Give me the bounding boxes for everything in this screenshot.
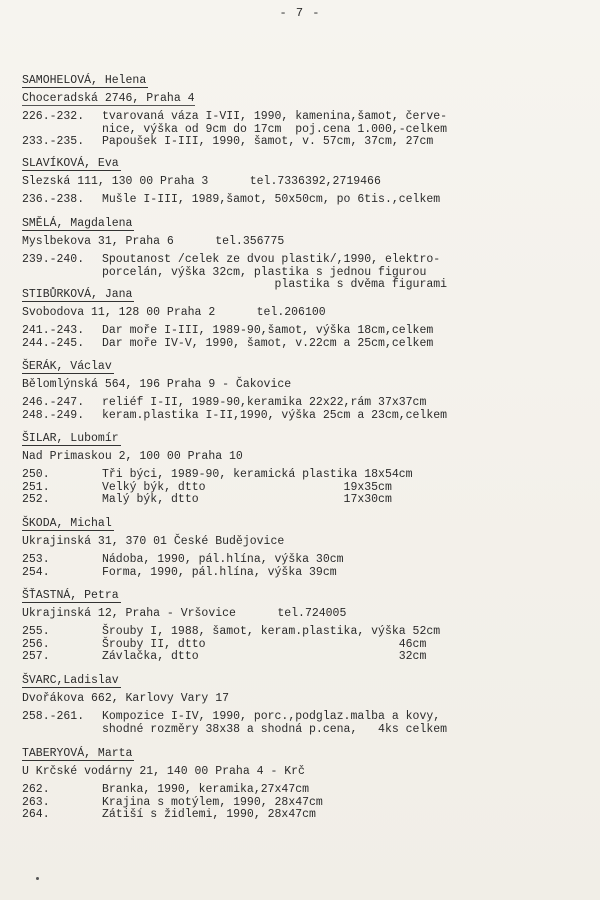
item-description: Dar moře I-III, 1989-90,šamot, výška 18cm,celkem (102, 324, 434, 337)
artwork-item (22, 111, 582, 136)
artist-name: SLAVÍKOVÁ, Eva (22, 157, 119, 170)
artist-address: Dvořákova 662, Karlovy Vary 17 (22, 692, 230, 705)
item-description: Šrouby II, dtto 46cm (102, 637, 427, 651)
artist-name: TABERYOVÁ, Marta (22, 747, 133, 760)
artwork-item (22, 626, 582, 639)
artist-address: Slezská 111, 130 00 Praha 3 tel.7336392,2719466 (22, 175, 381, 188)
artwork-item (22, 136, 582, 149)
artist-address: Bělomlýnská 564, 196 Praha 9 - Čakovice (22, 378, 292, 391)
artist-name: ŠVARC,Ladislav (22, 674, 119, 687)
item-number: 263. (22, 795, 50, 809)
artist-name: ŠERÁK, Václav (22, 360, 112, 373)
item-number: 255. (22, 625, 50, 638)
artist-name: ŠKODA, Michal (22, 517, 112, 530)
artist-entry (22, 670, 582, 736)
page-number: - 7 - (279, 6, 321, 20)
artwork-item (22, 469, 582, 482)
artist-address: Nad Primaskou 2, 100 00 Praha 10 (22, 450, 243, 463)
item-number: 254. (22, 565, 50, 579)
artwork-item (22, 711, 582, 736)
artist-entry (22, 284, 582, 350)
artist-entry (22, 356, 582, 422)
item-description: Šrouby I, 1988, šamot, keram.plastika, výška 52cm (102, 625, 441, 638)
artist-address: U Krčské vodárny 21, 140 00 Praha 4 - Krč (22, 765, 305, 778)
item-description: keram.plastika I-II,1990, výška 25cm a 23cm,celkem (102, 408, 448, 422)
artwork-item (22, 325, 582, 338)
item-number: 252. (22, 493, 50, 506)
item-description: Krajina s motýlem, 1990, 28x47cm (102, 795, 323, 809)
item-number: 244.-245. (22, 336, 85, 350)
artist-name: ŠŤASTNÁ, Petra (22, 589, 119, 602)
item-number: 246.-247. (22, 396, 85, 409)
artist-address: Ukrajinská 12, Praha - Vršovice tel.724005 (22, 607, 347, 620)
artist-entry (22, 70, 582, 149)
item-description: Zátiší s židlemi, 1990, 28x47cm (102, 808, 316, 821)
item-description: Branka, 1990, keramika,27x47cm (102, 783, 310, 796)
item-description: Nádoba, 1990, pál.hlína, výška 30cm (102, 553, 344, 566)
artwork-item (22, 397, 582, 410)
artist-name: SAMOHELOVÁ, Helena (22, 74, 147, 87)
artist-address: Svobodova 11, 128 00 Praha 2 tel.206100 (22, 306, 326, 319)
item-number: 256. (22, 637, 50, 651)
artwork-item (22, 194, 582, 207)
artist-entry (22, 213, 582, 292)
artwork-item (22, 567, 582, 580)
artwork-item (22, 338, 582, 351)
artist-entry (22, 585, 582, 664)
item-number: 236.-238. (22, 193, 85, 206)
artist-name: SMĚLÁ, Magdalena (22, 217, 133, 230)
artist-entry (22, 428, 582, 507)
item-number: 262. (22, 783, 50, 796)
artist-address: Choceradská 2746, Praha 4 (22, 92, 195, 105)
item-description: Tři býci, 1989-90, keramická plastika 18x54cm (102, 468, 413, 481)
item-description: Velký býk, dtto 19x35cm (102, 480, 392, 494)
item-description: Mušle I-III, 1989,šamot, 50x50cm, po 6tis.,celkem (102, 193, 441, 206)
item-number: 248.-249. (22, 408, 85, 422)
artist-entry (22, 153, 582, 207)
artist-entry (22, 743, 582, 822)
artwork-item (22, 554, 582, 567)
artwork-item (22, 651, 582, 664)
artist-address: Myslbekova 31, Praha 6 tel.356775 (22, 235, 285, 248)
item-description: Forma, 1990, pál.hlína, výška 39cm (102, 565, 337, 579)
artwork-item (22, 410, 582, 423)
item-description: Malý býk, dtto 17x30cm (102, 493, 392, 506)
artist-entry (22, 513, 582, 579)
item-number: 251. (22, 480, 50, 494)
item-description: Dar moře IV-V, 1990, šamot, v.22cm a 25cm,celkem (102, 336, 434, 350)
item-number: 257. (22, 650, 50, 663)
artwork-item (22, 494, 582, 507)
item-description: reliéf I-II, 1989-90,keramika 22x22,rám 37x37cm (102, 396, 427, 409)
artist-address: Ukrajinská 31, 370 01 České Budějovice (22, 535, 285, 548)
item-description: Papoušek I-III, 1990, šamot, v. 57cm, 37cm, 27cm (102, 135, 434, 148)
item-number: 239.-240. (22, 253, 85, 266)
item-description: Kompozice I-IV, 1990, porc.,podglaz.malba a kovy, shodné rozměry 38x38 a shodná p.cena, 4ks celkem (102, 710, 448, 736)
item-number: 233.-235. (22, 135, 85, 148)
item-number: 264. (22, 808, 50, 821)
artist-name: ŠILAR, Lubomír (22, 432, 119, 445)
item-description: Spoutanost /celek ze dvou plastik/,1990, elektro- porcelán, výška 32cm, plastika s jednou figurou plastika s dvěma figurami (102, 253, 448, 291)
item-number: 226.-232. (22, 110, 85, 123)
item-number: 250. (22, 468, 50, 481)
artwork-item (22, 809, 582, 822)
item-description: tvarovaná váza I-VII, 1990, kamenina,šamot, červe- nice, výška od 9cm do 17cm poj.cena 1.000,-celkem (102, 110, 448, 136)
artwork-item (22, 784, 582, 797)
stray-mark (36, 877, 39, 880)
item-number: 253. (22, 553, 50, 566)
artist-name: STIBŮRKOVÁ, Jana (22, 288, 133, 301)
item-number: 258.-261. (22, 710, 85, 723)
item-description: Závlačka, dtto 32cm (102, 650, 427, 663)
item-number: 241.-243. (22, 324, 85, 337)
